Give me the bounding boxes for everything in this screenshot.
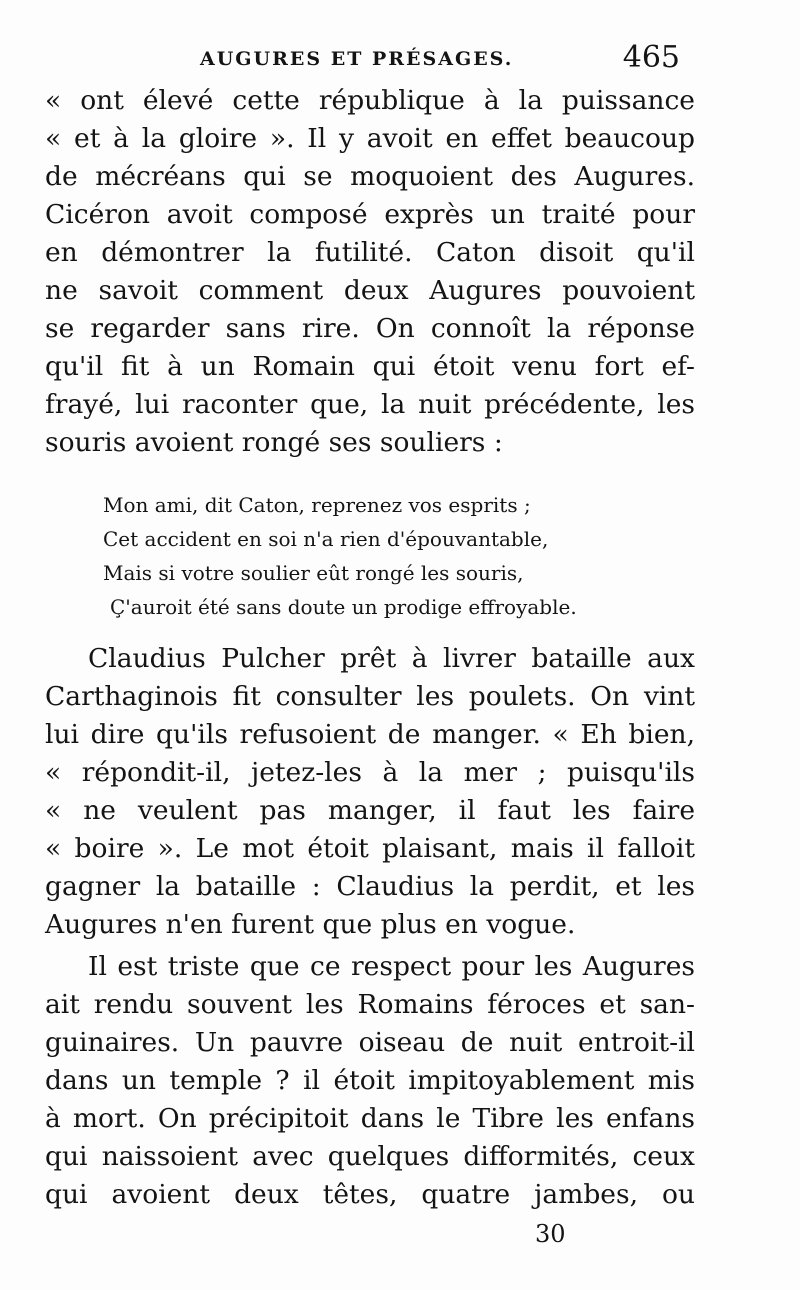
signature-mark: 30 <box>535 1220 566 1248</box>
page-header <box>200 40 700 84</box>
text-line: guinaires. Un pauvre oiseau de nuit entroit-il <box>45 1027 695 1058</box>
text-line: ait rendu souvent les Romains féroces et san- <box>45 989 695 1020</box>
verse-line: Mais si votre soulier eût rongé les souris, <box>103 561 524 585</box>
text-line: qui avoient deux têtes, quatre jambes, ou <box>45 1179 695 1210</box>
text-line: Claudius Pulcher prêt à livrer bataille aux <box>88 643 695 674</box>
text-line: « ont élevé cette république à la puissance <box>45 85 695 116</box>
text-line: de mécréans qui se moquoient des Augures. <box>45 161 695 192</box>
text-line: lui dire qu'ils refusoient de manger. « Eh bien, <box>45 719 695 750</box>
verse-line: Cet accident en soi n'a rien d'épouvantable, <box>103 527 549 551</box>
text-line: « et à la gloire ». Il y avoit en effet beaucoup <box>45 123 695 154</box>
text-line: dans un temple ? il étoit impitoyablement mis <box>45 1065 695 1096</box>
text-line: Carthaginois fit consulter les poulets. On vint <box>45 681 695 712</box>
text-line: « répondit-il, jetez-les à la mer ; puisqu'ils <box>45 757 695 788</box>
text-line: à mort. On précipitoit dans le Tibre les enfans <box>45 1103 695 1134</box>
text-line: en démontrer la futilité. Caton disoit qu'il <box>45 237 695 268</box>
text-line: frayé, lui raconter que, la nuit précédente, les <box>45 389 695 420</box>
text-line: gagner la bataille : Claudius la perdit, et les <box>45 871 695 902</box>
running-title: AUGURES ET PRÉSAGES. <box>200 48 514 70</box>
text-line: Augures n'en furent que plus en vogue. <box>45 909 576 940</box>
text-line: Il est triste que ce respect pour les Augures <box>88 951 695 982</box>
text-line: « boire ». Le mot étoit plaisant, mais il falloit <box>45 833 695 864</box>
verse-line: Mon ami, dit Caton, reprenez vos esprits ; <box>103 493 531 517</box>
text-line: qu'il fit à un Romain qui étoit venu fort ef- <box>45 351 695 382</box>
verse-line: Ç'auroit été sans doute un prodige effroyable. <box>110 595 577 619</box>
text-line: souris avoient rongé ses souliers : <box>45 427 503 458</box>
text-line: qui naissoient avec quelques difformités, ceux <box>45 1141 695 1172</box>
text-line: Cicéron avoit composé exprès un traité pour <box>45 199 695 230</box>
text-line: ne savoit comment deux Augures pouvoient <box>45 275 695 306</box>
page-number: 465 <box>622 40 680 75</box>
text-line: « ne veulent pas manger, il faut les faire <box>45 795 695 826</box>
text-line: se regarder sans rire. On connoît la réponse <box>45 313 695 344</box>
